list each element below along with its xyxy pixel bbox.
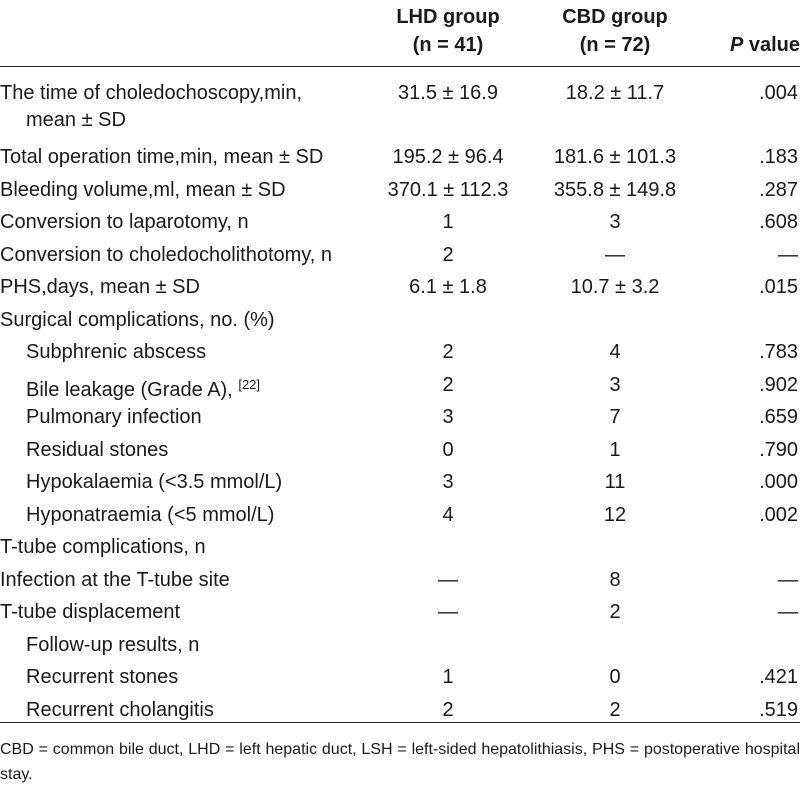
row-label-text: Recurrent stones	[26, 666, 179, 688]
cell-p-value: .421	[759, 666, 798, 688]
row-label	[26, 502, 274, 528]
row-label-continuation: mean ± SD	[26, 109, 126, 131]
table-row	[0, 235, 800, 268]
row-label-text: Subphrenic abscess	[26, 341, 207, 363]
row-label-text: Bile leakage (Grade A),	[26, 378, 239, 401]
header-cbd-group	[540, 3, 690, 59]
header-p-rest: value	[743, 34, 800, 56]
cell-p-value: .783	[759, 341, 798, 363]
citation-ref: [22]	[238, 376, 261, 392]
table-row	[0, 397, 800, 430]
cell-cbd: 10.7 ± 3.2	[570, 276, 660, 298]
row-label-text: Residual stones	[26, 438, 169, 461]
cell-cbd: 1	[609, 438, 621, 461]
table-row	[0, 625, 800, 658]
table-row	[0, 267, 800, 300]
table-header	[0, 0, 800, 67]
row-label-text: Pulmonary infection	[26, 406, 202, 428]
table-row	[0, 332, 800, 365]
cell-lhd: 2	[442, 373, 454, 396]
cell-cbd: 8	[609, 568, 621, 591]
cell-lhd: 3	[442, 471, 454, 493]
cell-p-value: .902	[759, 373, 798, 396]
table-row	[0, 592, 800, 625]
table-row	[0, 690, 800, 724]
cell-p-value: .519	[759, 698, 798, 721]
cell-cbd: 12	[603, 503, 627, 526]
cell-p-value: —	[778, 568, 798, 591]
row-label	[26, 437, 168, 463]
cell-lhd: 1	[442, 666, 454, 688]
row-label-text: Surgical complications, no. (%)	[0, 308, 275, 331]
row-label-text: Conversion to choledocholithotomy, n	[0, 243, 333, 266]
cell-lhd: 3	[442, 406, 454, 428]
cell-lhd: 2	[442, 243, 454, 266]
cell-cbd: 2	[609, 601, 621, 623]
table-row	[0, 430, 800, 463]
row-label	[0, 307, 275, 333]
table-row	[0, 73, 800, 137]
table-footnote: CBD = common bile duct, LHD = left hepatic duct, LSH = left-sided hepatolithiasis, PHS = postoperative hospital stay.	[0, 741, 800, 783]
header-p-italic: P	[729, 34, 744, 56]
cell-p-value: .608	[759, 211, 798, 233]
cell-p-value: .015	[759, 276, 798, 298]
cell-lhd: —	[438, 568, 458, 591]
header-cbd-n: (n = 72)	[579, 34, 651, 56]
cell-lhd: 370.1 ± 112.3	[387, 178, 509, 201]
row-label-text: Recurrent cholangitis	[26, 698, 214, 721]
cell-p-value: .004	[759, 82, 798, 104]
table-row	[0, 527, 800, 560]
row-label-text: Total operation time,min, mean ± SD	[0, 146, 324, 168]
cell-cbd: 4	[609, 341, 621, 363]
row-label-text: The time of choledochoscopy,min,	[0, 82, 303, 104]
table-row	[0, 137, 800, 170]
cell-p-value: .002	[759, 503, 798, 526]
row-label-text: Follow-up results, n	[26, 633, 200, 656]
cell-cbd: 3	[609, 373, 621, 396]
cell-cbd: 3	[609, 211, 621, 233]
cell-p-value: .183	[759, 146, 798, 168]
cell-p-value: .287	[759, 178, 798, 201]
table-row	[0, 495, 800, 528]
header-lhd-n: (n = 41)	[412, 34, 484, 56]
row-label	[0, 242, 332, 268]
cell-p-value: .659	[759, 406, 798, 428]
row-label	[0, 144, 323, 170]
cell-lhd: 2	[442, 341, 454, 363]
row-label	[26, 697, 214, 723]
table-row	[0, 300, 800, 333]
header-p-value	[690, 31, 800, 59]
row-label	[0, 209, 249, 235]
table-row	[0, 202, 800, 235]
header-lhd-title: LHD group	[396, 6, 500, 28]
row-label-text: PHS,days, mean ± SD	[0, 276, 200, 298]
cell-lhd: 0	[442, 438, 454, 461]
row-label	[26, 632, 199, 658]
table-row	[0, 365, 800, 401]
cell-cbd: 2	[609, 698, 621, 721]
row-label	[0, 177, 286, 203]
row-label-text: T-tube complications, n	[0, 536, 206, 558]
cell-cbd: 18.2 ± 11.7	[565, 82, 665, 104]
header-cbd-title: CBD group	[562, 6, 668, 28]
row-label	[0, 534, 206, 560]
row-label	[26, 404, 202, 430]
table-row	[0, 170, 800, 203]
row-label	[26, 664, 178, 690]
cell-lhd: 6.1 ± 1.8	[409, 276, 487, 298]
header-lhd-group	[373, 3, 523, 59]
cell-cbd: 0	[609, 666, 621, 688]
row-label-text: Conversion to laparotomy, n	[0, 211, 249, 233]
cell-cbd: 181.6 ± 101.3	[553, 146, 677, 168]
table-row	[0, 560, 800, 593]
cell-lhd: —	[438, 601, 458, 623]
row-label-text: Infection at the T-tube site	[0, 568, 230, 591]
cell-p-value: —	[778, 243, 798, 266]
cell-lhd: 2	[442, 698, 454, 721]
cell-cbd: 355.8 ± 149.8	[553, 178, 677, 201]
row-label	[0, 80, 302, 106]
cell-p-value: —	[778, 601, 798, 623]
cell-p-value: .790	[759, 438, 798, 461]
row-label	[0, 567, 230, 593]
cell-lhd: 4	[442, 503, 454, 526]
row-label	[0, 599, 180, 625]
cell-cbd: 11	[604, 471, 626, 493]
row-label	[0, 274, 200, 300]
cell-lhd: 195.2 ± 96.4	[392, 146, 504, 168]
cell-cbd: 7	[609, 406, 621, 428]
row-label	[26, 469, 282, 495]
row-label-text: Bleeding volume,ml, mean ± SD	[0, 178, 286, 201]
cell-lhd: 31.5 ± 16.9	[398, 82, 498, 104]
table-row	[0, 657, 800, 690]
table-row	[0, 462, 800, 495]
cell-cbd: —	[605, 243, 625, 266]
row-label-text: T-tube displacement	[0, 601, 181, 623]
row-label-text: Hyponatraemia (<5 mmol/L)	[26, 503, 275, 526]
cell-lhd: 1	[442, 211, 454, 233]
table-body	[0, 73, 800, 723]
cell-p-value: .000	[759, 471, 798, 493]
row-label	[26, 339, 206, 365]
row-label-text: Hypokalaemia (<3.5 mmol/L)	[26, 471, 283, 493]
